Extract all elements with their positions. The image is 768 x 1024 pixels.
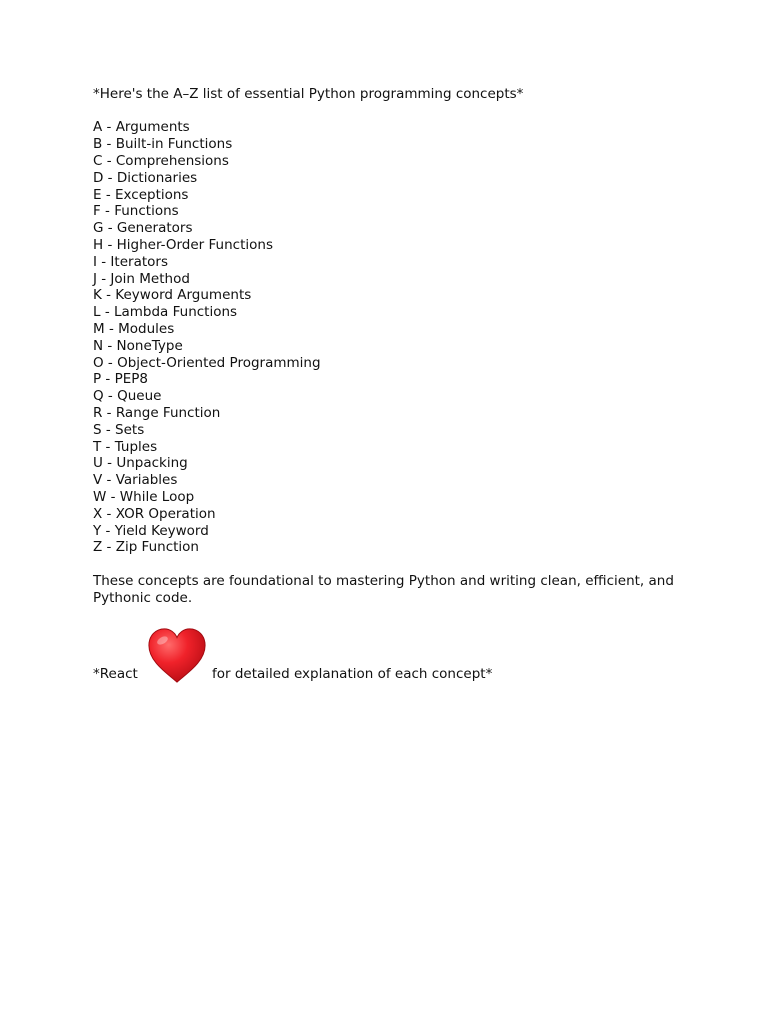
list-item: I - Iterators [93,253,168,270]
list-item: A - Arguments [93,119,190,136]
list-item: E - Exceptions [93,186,189,203]
list-item: P - PEP8 [93,371,148,388]
list-item: Q - Queue [93,388,162,405]
list-item: S - Sets [93,421,145,438]
closing-paragraph: These concepts are foundational to mastering Python and writing clean, efficient, and Pythonic code. [93,572,674,606]
list-item: R - Range Function [93,404,221,421]
list-item: L - Lambda Functions [93,304,238,321]
react-suffix-text: for detailed explanation of each concept* [212,665,493,682]
intro-text: *Here's the A–Z list of essential Python programming concepts* [93,86,524,102]
list-item: W - While Loop [93,488,195,505]
red-heart-icon [146,626,208,686]
react-call-to-action [93,626,683,688]
list-item: J - Join Method [93,270,190,287]
document-page [93,86,683,688]
list-item: O - Object-Oriented Programming [93,354,321,371]
react-prefix-text: *React [93,665,138,682]
list-item: M - Modules [93,320,175,337]
concept-list [93,119,683,556]
list-item: B - Built-in Functions [93,136,233,153]
list-item: V - Variables [93,472,178,489]
list-item: N - NoneType [93,337,183,354]
list-item: K - Keyword Arguments [93,287,252,304]
list-item: F - Functions [93,203,179,220]
list-item: Z - Zip Function [93,539,199,556]
list-item: Y - Yield Keyword [93,522,209,539]
list-item: H - Higher-Order Functions [93,236,273,253]
list-item: U - Unpacking [93,455,188,472]
list-item: T - Tuples [93,438,158,455]
list-item: G - Generators [93,220,193,237]
list-item: X - XOR Operation [93,505,216,522]
list-item: C - Comprehensions [93,152,229,169]
list-item: D - Dictionaries [93,169,198,186]
